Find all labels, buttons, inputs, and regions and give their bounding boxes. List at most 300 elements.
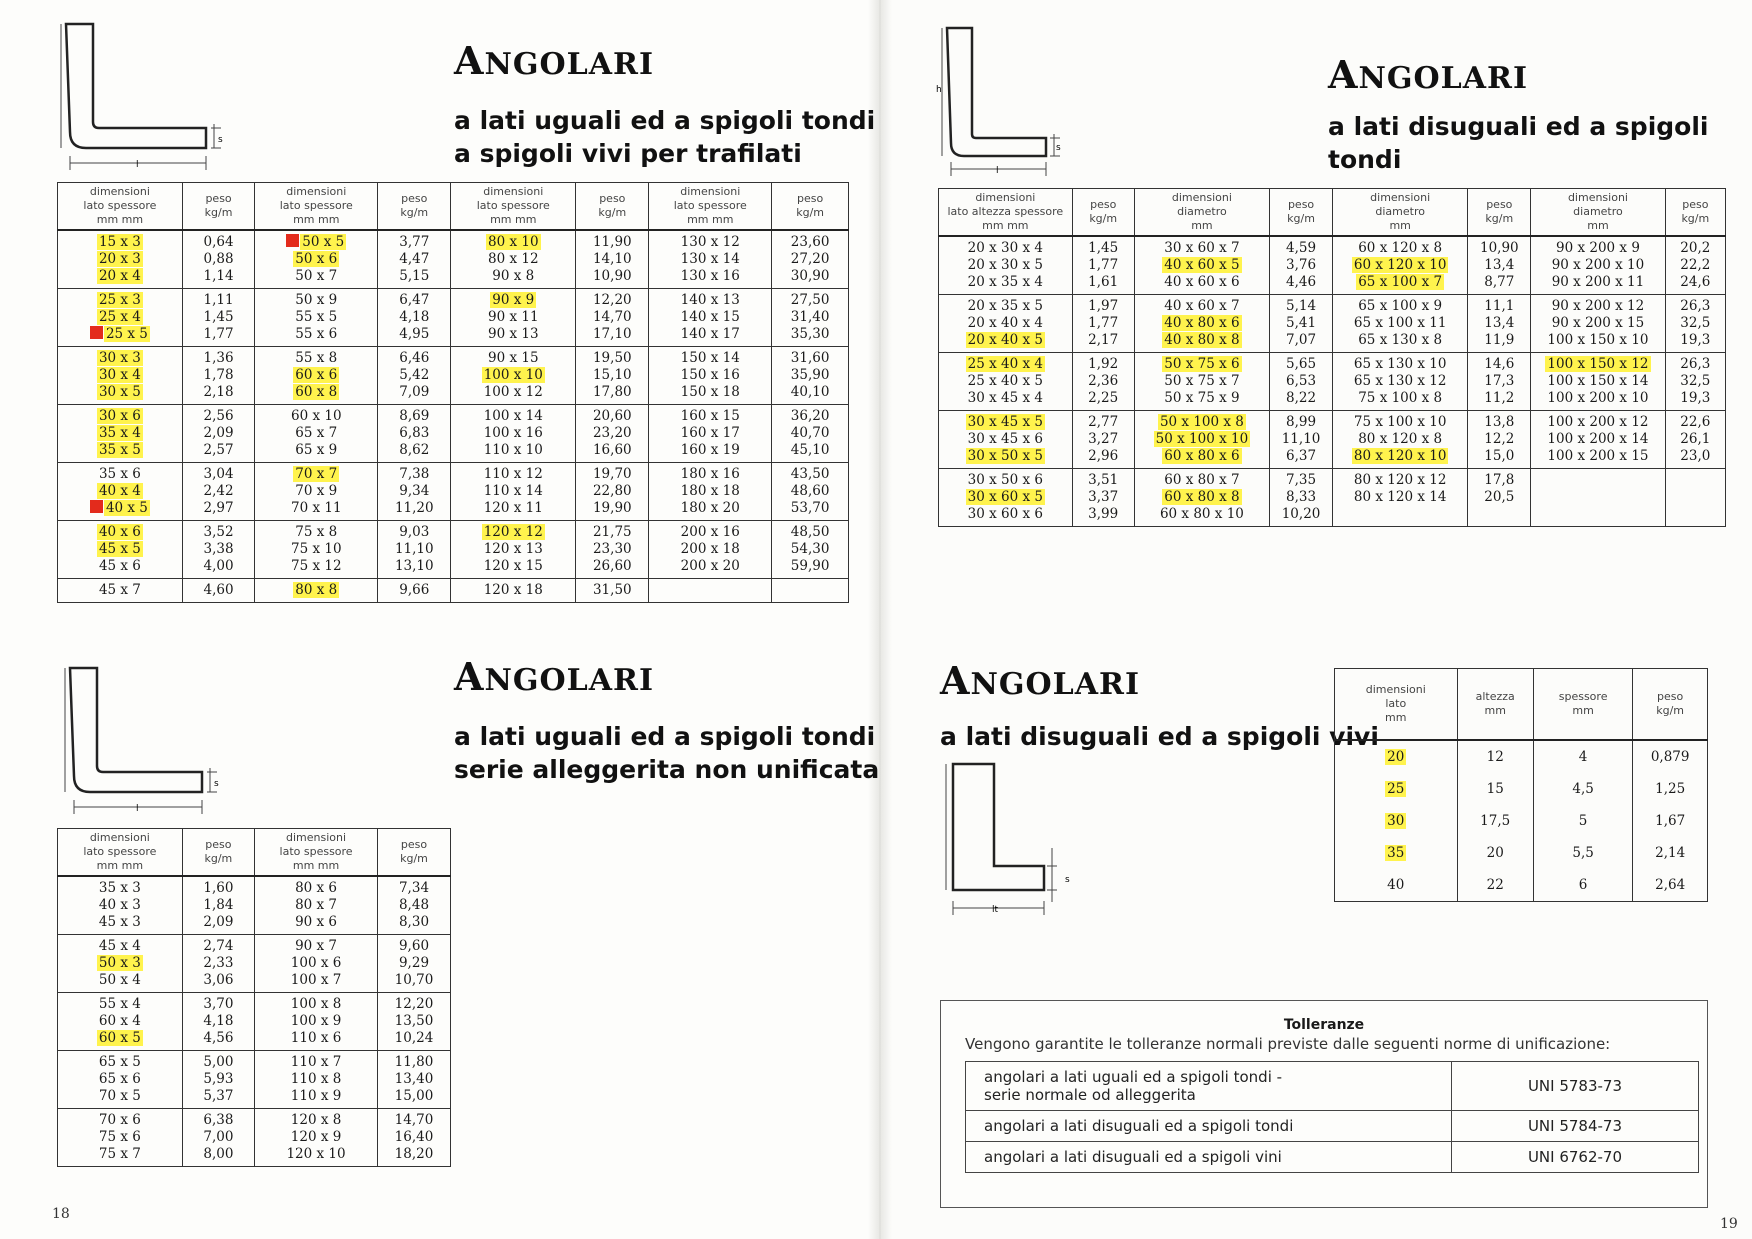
diagram-label-l: l: [136, 160, 139, 170]
cell-value: 35,90: [790, 367, 830, 383]
table-row: [58, 463, 849, 521]
cell-value: 40 x 60 x 6: [1164, 274, 1240, 290]
cell-value: 19,70: [592, 466, 632, 482]
cell-value: 60 x 80 x 7: [1164, 472, 1240, 488]
cell-value: 160 x 15: [680, 408, 740, 424]
cell-value: 20,5: [1484, 489, 1515, 505]
equal-angle-diagram-1: [56, 24, 246, 174]
cell-value: 100 x 16: [483, 425, 543, 441]
table-cell: [1072, 469, 1134, 527]
cell-value: 53,70: [790, 500, 830, 516]
table-cell: [255, 1109, 378, 1167]
cell-value: 100 x 200 x 12: [1547, 414, 1649, 430]
cell-value: 55 x 4: [98, 996, 141, 1012]
page-number: 18: [52, 1206, 70, 1222]
cell-value: 110 x 9: [290, 1088, 342, 1104]
diagram-label-s: s: [1056, 143, 1061, 153]
table-cell: [378, 521, 451, 579]
cell-value: 35,30: [790, 326, 830, 342]
cell-value: 90 x 9: [492, 292, 535, 308]
table-row: [1335, 805, 1708, 837]
col-header-dimensions: dimensioni lato mm: [1335, 669, 1458, 741]
col-header-weight: peso kg/m: [1072, 189, 1134, 237]
cell-value: 2,96: [1088, 448, 1119, 464]
cell-value: 19,3: [1680, 332, 1711, 348]
table-cell: [576, 521, 649, 579]
cell-value: 100 x 8: [290, 996, 342, 1012]
table-cell: [1270, 411, 1333, 469]
cell-value: 48,50: [790, 524, 830, 540]
cell-value: 90 x 200 x 11: [1551, 274, 1645, 290]
cell-value: 65 x 130 x 12: [1353, 373, 1447, 389]
table-cell: [182, 405, 254, 463]
book-gutter: [868, 0, 892, 1239]
cell-value: 90 x 7: [295, 938, 338, 954]
cell-value: 65 x 9: [295, 442, 338, 458]
cell-value: 25 x 40 x 5: [967, 373, 1043, 389]
cell-value: 100 x 14: [483, 408, 543, 424]
cell-value: 90 x 200 x 10: [1551, 257, 1645, 273]
table-cell: [1531, 353, 1665, 411]
tolerance-description: angolari a lati disuguali ed a spigoli vini: [966, 1142, 1452, 1173]
cell-value: 15,10: [592, 367, 632, 383]
cell-value: 31,50: [592, 582, 632, 598]
table-cell: [1665, 411, 1725, 469]
cell-value: 11,80: [394, 1054, 434, 1070]
cell-value: 65 x 100 x 7: [1358, 274, 1443, 290]
page-number: 19: [1720, 1216, 1738, 1232]
table-cell: [576, 347, 649, 405]
cell-value: 9,60: [398, 938, 430, 954]
cell-value: 80 x 120 x 14: [1353, 489, 1447, 505]
cell-value: 30 x 45 x 5: [967, 414, 1043, 430]
table-cell: [1134, 469, 1269, 527]
cell-value: 10,90: [592, 268, 632, 284]
tolerance-row: [966, 1062, 1699, 1111]
cell-value: 4,59: [1286, 240, 1317, 256]
cell-value: 6,46: [399, 350, 430, 366]
sharp-edge-table: [1334, 668, 1708, 902]
table-cell: [939, 353, 1073, 411]
cell-value: 160 x 19: [680, 442, 740, 458]
table-cell: [255, 521, 378, 579]
cell-value: 5,41: [1286, 315, 1317, 331]
cell-value: 1,77: [203, 326, 234, 342]
cell-value: 31,40: [790, 309, 830, 325]
cell-value: 130 x 14: [680, 251, 740, 267]
table-cell: [1134, 353, 1269, 411]
cell-value: 100 x 200 x 14: [1547, 431, 1649, 447]
table-cell: [939, 469, 1073, 527]
cell-value: 150 x 16: [680, 367, 740, 383]
cell-value: 50 x 75 x 6: [1164, 356, 1240, 372]
cell-value: 60 x 8: [295, 384, 338, 400]
cell-value: 4,56: [203, 1030, 234, 1046]
cell-value: 20 x 30 x 5: [967, 257, 1043, 273]
cell-value: 90 x 200 x 15: [1551, 315, 1645, 331]
cell-value: 2,56: [203, 408, 234, 424]
cell-value: 110 x 6: [290, 1030, 342, 1046]
cell-value: 0,64: [203, 234, 234, 250]
col-header-height: altezza mm: [1457, 669, 1533, 741]
table-row: [58, 230, 849, 289]
cell-value: 20 x 35 x 5: [967, 298, 1043, 314]
cell-value: 30 x 60 x 5: [967, 489, 1043, 505]
cell-value: 70 x 7: [295, 466, 338, 482]
tolerance-description: angolari a lati disuguali ed a spigoli tondi: [966, 1111, 1452, 1142]
col-header-dimensions: dimensioni lato spessore mm mm: [255, 829, 378, 877]
table-row: [1335, 773, 1708, 805]
table-cell: [182, 935, 254, 993]
cell-value: 70 x 6: [98, 1112, 141, 1128]
table-cell: 25: [1335, 773, 1458, 805]
cell-value: 65 x 5: [98, 1054, 141, 1070]
cell-value: 14,70: [592, 309, 632, 325]
cell-value: 4,18: [399, 309, 430, 325]
cell-value: 40,10: [790, 384, 830, 400]
col-header-dimensions: dimensioni lato spessore mm mm: [451, 183, 576, 231]
col-header-dimensions: dimensioni diametro mm: [1531, 189, 1665, 237]
cell-value: 3,77: [399, 234, 430, 250]
cell-value: 50 x 100 x 10: [1155, 431, 1249, 447]
cell-value: 1,97: [1088, 298, 1119, 314]
cell-value: 1,61: [1088, 274, 1119, 290]
table-cell: 40: [1335, 869, 1458, 902]
cell-value: 8,77: [1484, 274, 1515, 290]
table-cell: [255, 1051, 378, 1109]
cell-value: 6,38: [203, 1112, 234, 1128]
table-cell: [649, 289, 772, 347]
cell-value: 6,47: [399, 292, 430, 308]
cell-value: 60 x 6: [295, 367, 338, 383]
cell-value: 17,3: [1484, 373, 1515, 389]
cell-value: 1,77: [1088, 315, 1119, 331]
col-header-dimensions: dimensioni diametro mm: [1333, 189, 1468, 237]
table-cell: [378, 579, 451, 603]
table-cell: [1531, 295, 1665, 353]
cell-value: 11,1: [1484, 298, 1515, 314]
cell-value: 120 x 9: [290, 1129, 342, 1145]
cell-value: 55 x 5: [295, 309, 338, 325]
cell-value: 22,2: [1680, 257, 1711, 273]
cell-value: 110 x 14: [483, 483, 543, 499]
cell-value: 110 x 7: [290, 1054, 342, 1070]
table-cell: [939, 295, 1073, 353]
cell-value: 12,20: [394, 996, 434, 1012]
cell-value: 23,60: [790, 234, 830, 250]
cell-value: 180 x 20: [680, 500, 740, 516]
cell-value: 5,00: [203, 1054, 234, 1070]
cell-value: 8,30: [398, 914, 430, 930]
cell-value: 40 x 60 x 7: [1164, 298, 1240, 314]
cell-value: 30 x 45 x 6: [967, 431, 1043, 447]
table-cell: [182, 521, 254, 579]
col-header-thickness: spessore mm: [1533, 669, 1632, 741]
table-cell: [772, 289, 849, 347]
table-cell: 6: [1533, 869, 1632, 902]
light-series-table: [57, 828, 451, 1167]
cell-value: 7,00: [203, 1129, 234, 1145]
table-cell: [255, 230, 378, 289]
table-cell: [182, 876, 254, 935]
cell-value: 1,45: [1088, 240, 1119, 256]
table-row: [58, 1109, 451, 1167]
table-cell: [772, 463, 849, 521]
cell-value: 17,8: [1484, 472, 1515, 488]
cell-value: 8,62: [399, 442, 430, 458]
cell-value: 30 x 60 x 6: [967, 506, 1043, 522]
cell-value: 40 x 3: [98, 897, 141, 913]
table-cell: [1468, 469, 1531, 527]
cell-value: 10,90: [1479, 240, 1519, 256]
tolerance-description: angolari a lati uguali ed a spigoli tondi - serie normale od alleggerita: [966, 1062, 1452, 1111]
table-cell: 0,879: [1633, 740, 1708, 773]
cell-value: 90 x 200 x 9: [1556, 240, 1640, 256]
cell-value: 45 x 5: [98, 541, 141, 557]
cell-value: 50 x 9: [295, 292, 338, 308]
cell-value: 19,90: [592, 500, 632, 516]
cell-value: 140 x 13: [680, 292, 740, 308]
cell-value: 5,65: [1286, 356, 1317, 372]
cell-value: 23,30: [592, 541, 632, 557]
cell-value: 8,69: [399, 408, 430, 424]
equal-angle-diagram-2: [60, 668, 250, 818]
table-row: [939, 353, 1726, 411]
cell-value: 110 x 10: [483, 442, 543, 458]
cell-value: 110 x 12: [483, 466, 543, 482]
table-cell: [772, 405, 849, 463]
col-header-weight: peso kg/m: [182, 829, 254, 877]
cell-value: 50 x 4: [98, 972, 141, 988]
table-cell: [772, 579, 849, 603]
table-row: [939, 295, 1726, 353]
cell-value: 20,60: [592, 408, 632, 424]
cell-value: 15,00: [394, 1088, 434, 1104]
col-header-weight: peso kg/m: [182, 183, 254, 231]
table-cell: [1531, 469, 1665, 527]
table-cell: [255, 935, 378, 993]
cell-value: 7,35: [1286, 472, 1317, 488]
table-row: [939, 236, 1726, 295]
table-cell: [1333, 236, 1468, 295]
cell-value: 23,0: [1680, 448, 1711, 464]
table-cell: [255, 876, 378, 935]
cell-value: 65 x 6: [98, 1071, 141, 1087]
cell-value: 20 x 35 x 4: [967, 274, 1043, 290]
cell-value: 55 x 8: [295, 350, 338, 366]
cell-value: 4,95: [399, 326, 430, 342]
table-cell: [378, 289, 451, 347]
cell-value: 20 x 30 x 4: [967, 240, 1043, 256]
cell-value: 24,6: [1680, 274, 1711, 290]
table-row: [58, 876, 451, 935]
cell-value: 45 x 7: [98, 582, 141, 598]
table-cell: [1333, 469, 1468, 527]
table-cell: [451, 289, 576, 347]
table-cell: [451, 347, 576, 405]
cell-value: 100 x 10: [483, 367, 543, 383]
cell-value: 3,37: [1088, 489, 1119, 505]
cell-value: 50 x 7: [295, 268, 338, 284]
cell-value: 59,90: [790, 558, 830, 574]
cell-value: 180 x 18: [680, 483, 740, 499]
table-cell: [58, 1051, 183, 1109]
cell-value: 26,3: [1680, 298, 1711, 314]
table-cell: [649, 405, 772, 463]
cell-value: 30 x 6: [98, 408, 141, 424]
cell-value: 30 x 3: [98, 350, 141, 366]
cell-value: 45 x 4: [98, 938, 141, 954]
table-cell: 5: [1533, 805, 1632, 837]
tolerances-intro: Vengono garantite le tolleranze normali previste dalle seguenti norme di unificazione:: [965, 1035, 1611, 1053]
table-row: [1335, 740, 1708, 773]
cell-value: 3,27: [1088, 431, 1119, 447]
cell-value: 100 x 150 x 10: [1547, 332, 1649, 348]
cell-value: 3,04: [203, 466, 234, 482]
cell-value: 65 x 100 x 11: [1353, 315, 1447, 331]
table-row: [58, 1051, 451, 1109]
table-cell: [451, 579, 576, 603]
cell-value: 3,70: [203, 996, 234, 1012]
cell-value: 200 x 18: [680, 541, 740, 557]
table-cell: 4: [1533, 740, 1632, 773]
cell-value: 35 x 4: [98, 425, 141, 441]
col-header-weight: peso kg/m: [1270, 189, 1333, 237]
cell-value: 60 x 5: [98, 1030, 141, 1046]
cell-value: 25 x 4: [98, 309, 141, 325]
table-cell: [649, 521, 772, 579]
table-cell: [58, 230, 183, 289]
cell-value: 16,40: [394, 1129, 434, 1145]
cell-value: 1,84: [203, 897, 234, 913]
cell-value: 12,20: [592, 292, 632, 308]
cell-value: 80 x 12: [488, 251, 539, 267]
cell-value: 75 x 8: [295, 524, 338, 540]
cell-value: 90 x 200 x 12: [1551, 298, 1645, 314]
cell-value: 20 x 4: [98, 268, 141, 284]
cell-value: 2,97: [203, 500, 234, 516]
cell-value: 40 x 6: [98, 524, 141, 540]
cell-value: 0,88: [203, 251, 234, 267]
col-header-weight: peso kg/m: [576, 183, 649, 231]
table-cell: [58, 289, 183, 347]
table-cell: [451, 463, 576, 521]
section-title: ANGOLARI: [1328, 52, 1528, 97]
cell-value: 8,22: [1286, 390, 1317, 406]
table-cell: 15: [1457, 773, 1533, 805]
cell-value: 200 x 16: [680, 524, 740, 540]
col-header-weight: peso kg/m: [1468, 189, 1531, 237]
cell-value: 20 x 3: [98, 251, 141, 267]
cell-value: 21,75: [592, 524, 632, 540]
table-cell: [182, 993, 254, 1051]
cell-value: 27,20: [790, 251, 830, 267]
cell-value: 4,47: [399, 251, 430, 267]
cell-value: 7,34: [398, 880, 430, 896]
cell-value: 90 x 11: [488, 309, 539, 325]
cell-value: 45 x 6: [98, 558, 141, 574]
section-subtitle: a lati disuguali ed a spigoli vivi: [940, 722, 1379, 751]
cell-value: 7,09: [399, 384, 430, 400]
cell-value: 40 x 5: [60, 500, 180, 517]
table-cell: 20: [1457, 837, 1533, 869]
table-cell: [772, 347, 849, 405]
tolerance-standard: UNI 6762-70: [1452, 1142, 1699, 1173]
cell-value: 13,50: [394, 1013, 434, 1029]
cell-value: 14,10: [592, 251, 632, 267]
cell-value: 8,00: [203, 1146, 234, 1162]
section-subtitle: a lati uguali ed a spigoli tondi serie alleggerita non unificata: [454, 722, 880, 784]
table-cell: [378, 993, 451, 1051]
cell-value: 25 x 40 x 4: [967, 356, 1043, 372]
cell-value: 150 x 14: [680, 350, 740, 366]
table-cell: [58, 1109, 183, 1167]
cell-value: 11,10: [394, 541, 434, 557]
table-cell: [1072, 236, 1134, 295]
cell-value: 40,70: [790, 425, 830, 441]
table-cell: [1333, 295, 1468, 353]
table-cell: [255, 993, 378, 1051]
table-cell: [1665, 469, 1725, 527]
cell-value: 10,24: [394, 1030, 434, 1046]
table-cell: [58, 876, 183, 935]
table-row: [58, 289, 849, 347]
cell-value: 60 x 4: [98, 1013, 141, 1029]
cell-value: 27,50: [790, 292, 830, 308]
cell-value: 120 x 15: [483, 558, 543, 574]
cell-value: 8,99: [1286, 414, 1317, 430]
cell-value: 130 x 12: [680, 234, 740, 250]
table-cell: [255, 463, 378, 521]
cell-value: 20 x 40 x 4: [967, 315, 1043, 331]
cell-value: 12,2: [1484, 431, 1515, 447]
table-cell: [182, 463, 254, 521]
table-cell: [1134, 295, 1269, 353]
cell-value: 13,4: [1484, 315, 1515, 331]
cell-value: 32,5: [1680, 373, 1711, 389]
red-marker: [90, 326, 103, 339]
cell-value: 35 x 6: [98, 466, 141, 482]
cell-value: 180 x 16: [680, 466, 740, 482]
col-header-weight: peso kg/m: [1665, 189, 1725, 237]
cell-value: 100 x 200 x 15: [1547, 448, 1649, 464]
cell-value: 60 x 120 x 10: [1353, 257, 1447, 273]
cell-value: 15,0: [1484, 448, 1515, 464]
cell-value: 80 x 8: [295, 582, 338, 598]
cell-value: 120 x 13: [483, 541, 543, 557]
cell-value: 2,09: [203, 914, 234, 930]
cell-value: 20,2: [1680, 240, 1711, 256]
table-row: [1335, 869, 1708, 902]
cell-value: 1,14: [203, 268, 234, 284]
table-cell: [378, 347, 451, 405]
table-cell: [378, 876, 451, 935]
cell-value: 60 x 10: [291, 408, 342, 424]
table-cell: 17,5: [1457, 805, 1533, 837]
table-cell: [451, 405, 576, 463]
cell-value: 50 x 75 x 7: [1164, 373, 1240, 389]
diagram-label-l: l: [136, 804, 139, 814]
table-cell: [1134, 236, 1269, 295]
cell-value: 54,30: [790, 541, 830, 557]
cell-value: 2,36: [1088, 373, 1119, 389]
table-cell: [576, 289, 649, 347]
cell-value: 48,60: [790, 483, 830, 499]
cell-value: 100 x 9: [290, 1013, 342, 1029]
table-cell: [576, 405, 649, 463]
diagram-label-h: h: [936, 85, 942, 95]
tolerance-row: [966, 1142, 1699, 1173]
